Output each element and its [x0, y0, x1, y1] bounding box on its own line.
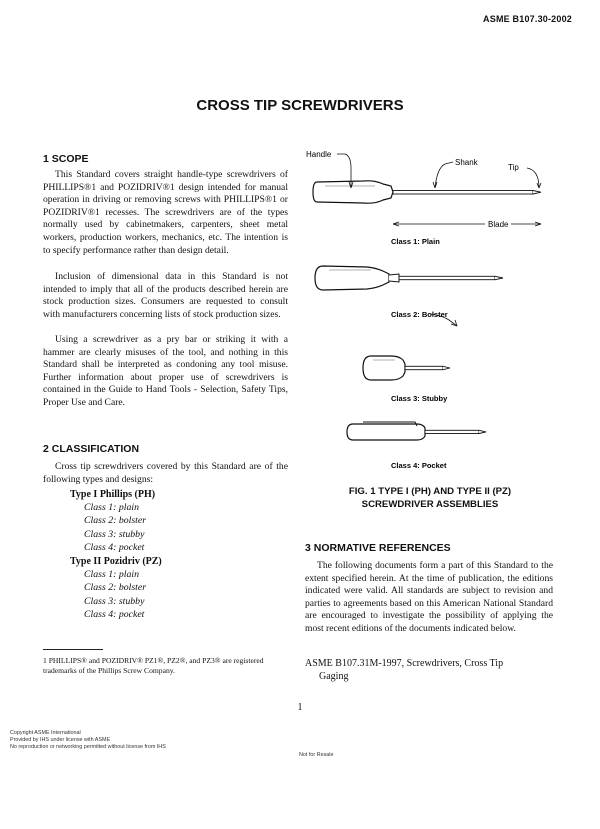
scope-paragraph-3: Using a screwdriver as a pry bar or striking it with a hammer are clearly misuses of the tool, and nothing in this Standard shall be interpreted as condoning any tool misuse. Further information about proper use of screwdrivers is contained in the Guide to Hand Tools - Selection, Safety Tips, Proper Use and Care. [43, 334, 288, 408]
copyright-line: No reproduction or networking permitted without license from IHS [10, 744, 166, 750]
copyright-line: Copyright ASME International [10, 730, 81, 736]
class-item: Class 1: plain [84, 569, 139, 580]
reference-item [305, 657, 553, 683]
page-number: 1 [297, 702, 303, 713]
figure-class-label: Class 4: Pocket [391, 461, 447, 470]
class-item: Class 3: stubby [84, 528, 145, 540]
classification-intro: Cross tip screwdrivers covered by this Standard are of the following types and designs: [43, 461, 288, 485]
section-heading-classification: 2 CLASSIFICATION [43, 443, 140, 455]
screwdriver-class-4-pocket [347, 422, 486, 440]
copyright-line: Provided by IHS under license with ASME [10, 737, 111, 743]
section-heading-scope: 1 SCOPE [43, 153, 89, 165]
figure-caption-line-1: FIG. 1 TYPE I (PH) AND TYPE II (PZ) [348, 486, 512, 497]
type-list-pozidriv [70, 555, 162, 621]
scope-paragraph-2: Inclusion of dimensional data in this Standard is not intended to imply that all of the products described herein are stock production sizes. Consumers are requested to consult with manufacturers concerning lists of stock production sizes. [43, 271, 288, 320]
type-title: Type II Pozidriv (PZ) [70, 556, 162, 567]
figure-class-label: Class 1: Plain [391, 237, 440, 246]
type-title: Type I Phillips (PH) [70, 489, 156, 500]
class-item: Class 4: pocket [84, 541, 145, 553]
footnote-rule [43, 649, 103, 650]
class-item: Class 2: bolster [84, 515, 147, 527]
screwdriver-figure [305, 148, 563, 478]
scope-paragraph-1: This Standard covers straight handle-type screwdrivers of PHILLIPS®1 and POZIDRIV®1 design intended for manual operation in driving or removing screws with PHILLIPS®1 or POZIDRIV®1 recesses. The screwdrivers are of the types normally used by cabinetmakers, carpenters, sheet metal workers, production workers, mechanics, etc. The intention is to specify performance rather than design detail. [43, 169, 288, 256]
figure-caption-line-2: SCREWDRIVER ASSEMBLIES [361, 498, 499, 510]
footnote: 1 PHILLIPS® and POZIDRIV® PZ1®, PZ2®, and PZ3® are registered trademarks of the Phillips Screw Company. [43, 656, 264, 675]
class-item: Class 2: bolster [84, 582, 147, 594]
screwdriver-class-1-plain [313, 181, 541, 203]
class-item: Class 1: plain [84, 502, 139, 513]
figure-class-label: Class 2: Bolster [391, 310, 448, 319]
page-title: CROSS TIP SCREWDRIVERS [196, 97, 404, 114]
reference-item-line-1: ASME B107.31M-1997, Screwdrivers, Cross Tip [305, 658, 504, 669]
class-item: Class 3: stubby [84, 595, 145, 607]
label-shank: Shank [455, 158, 478, 167]
figure-caption [305, 486, 555, 511]
label-tip: Tip [508, 163, 519, 172]
screwdriver-class-3-stubby [363, 356, 450, 380]
type-list-phillips [70, 488, 155, 554]
figure-class-label: Class 3: Stubby [391, 394, 448, 403]
references-paragraph: The following documents form a part of this Standard to the extent specified herein. At the time of publication, the editions indicated were valid. All standards are subject to revision and parties to agreements based on this American National Standard are encouraged to investigate the possibility of applying the most recent editions of the documents indicated below. [305, 560, 553, 634]
reference-item-line-2: Gaging [319, 671, 349, 682]
standard-code: ASME B107.30-2002 [483, 14, 572, 24]
label-blade: Blade [488, 220, 509, 229]
copyright-notice [10, 730, 166, 751]
not-for-resale-notice: Not for Resale [299, 752, 334, 758]
label-handle: Handle [306, 150, 332, 159]
section-heading-references: 3 NORMATIVE REFERENCES [305, 542, 451, 554]
class-item: Class 4: pocket [84, 608, 145, 620]
